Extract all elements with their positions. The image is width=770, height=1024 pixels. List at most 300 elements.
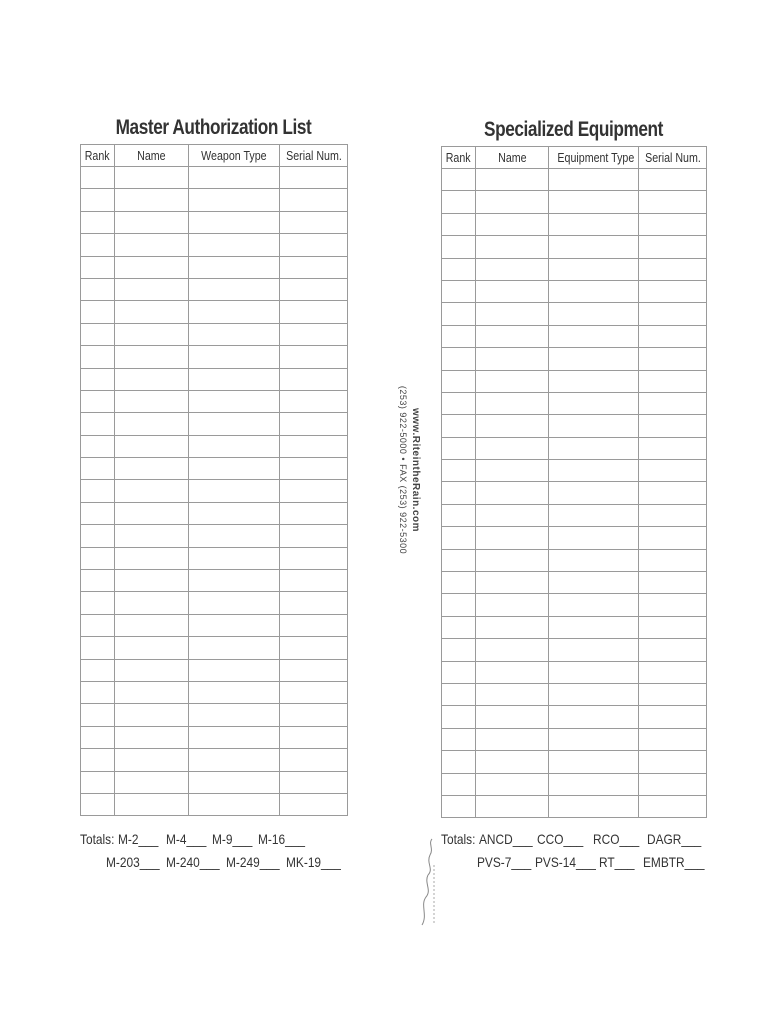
blank-entry-cell[interactable]	[476, 728, 549, 750]
blank-entry-cell[interactable]	[189, 771, 280, 793]
blank-entry-cell[interactable]	[189, 525, 280, 547]
total-rco: RCO___	[593, 831, 640, 848]
table-row	[442, 706, 707, 728]
blank-entry-cell[interactable]	[549, 661, 639, 683]
column-header-weapon-type: Weapon Type	[189, 145, 280, 167]
blank-entry-cell[interactable]	[280, 413, 348, 435]
blank-entry-cell[interactable]	[115, 749, 189, 771]
blank-entry-cell[interactable]	[476, 706, 549, 728]
blank-entry-cell[interactable]	[81, 189, 115, 211]
blank-entry-cell[interactable]	[442, 594, 476, 616]
blank-entry-cell[interactable]	[442, 728, 476, 750]
blank-entry-cell[interactable]	[115, 458, 189, 480]
blank-entry-cell[interactable]	[549, 392, 639, 414]
blank-entry-cell[interactable]	[81, 278, 115, 300]
blank-entry-cell[interactable]	[476, 437, 549, 459]
blank-entry-cell[interactable]	[639, 639, 707, 661]
blank-entry-cell[interactable]	[639, 169, 707, 191]
blank-entry-cell[interactable]	[549, 348, 639, 370]
blank-entry-cell[interactable]	[476, 661, 549, 683]
blank-entry-cell[interactable]	[81, 323, 115, 345]
table-row	[81, 771, 348, 793]
blank-entry-cell[interactable]	[280, 570, 348, 592]
blank-entry-cell[interactable]	[280, 704, 348, 726]
blank-entry-cell[interactable]	[280, 435, 348, 457]
blank-entry-cell[interactable]	[81, 637, 115, 659]
blank-entry-cell[interactable]	[81, 749, 115, 771]
table-row	[81, 547, 348, 569]
blank-entry-cell[interactable]	[189, 256, 280, 278]
blank-entry-cell[interactable]	[280, 525, 348, 547]
blank-entry-cell[interactable]	[189, 211, 280, 233]
blank-entry-cell[interactable]	[81, 458, 115, 480]
blank-entry-cell[interactable]	[280, 346, 348, 368]
table-row	[81, 525, 348, 547]
table-row	[81, 301, 348, 323]
total-m4: M-4___	[166, 831, 207, 848]
table-row	[81, 167, 348, 189]
blank-entry-cell[interactable]	[476, 594, 549, 616]
blank-entry-cell[interactable]	[442, 751, 476, 773]
master-authorization-panel	[80, 112, 347, 874]
blank-entry-cell[interactable]	[476, 415, 549, 437]
blank-entry-cell[interactable]	[115, 256, 189, 278]
blank-entry-cell[interactable]	[115, 726, 189, 748]
blank-entry-cell[interactable]	[189, 167, 280, 189]
blank-entry-cell[interactable]	[442, 169, 476, 191]
blank-entry-cell[interactable]	[476, 683, 549, 705]
blank-entry-cell[interactable]	[442, 236, 476, 258]
table-row	[442, 213, 707, 235]
blank-entry-cell[interactable]	[549, 706, 639, 728]
table-row	[442, 482, 707, 504]
blank-entry-cell[interactable]	[476, 325, 549, 347]
blank-entry-cell[interactable]	[115, 637, 189, 659]
total-mk19: MK-19___	[286, 854, 341, 871]
blank-entry-cell[interactable]	[476, 504, 549, 526]
blank-entry-cell[interactable]	[549, 236, 639, 258]
blank-entry-cell[interactable]	[81, 547, 115, 569]
blank-entry-cell[interactable]	[81, 211, 115, 233]
blank-entry-cell[interactable]	[280, 592, 348, 614]
blank-entry-cell[interactable]	[189, 726, 280, 748]
blank-entry-cell[interactable]	[639, 325, 707, 347]
blank-entry-cell[interactable]	[280, 211, 348, 233]
table-row	[442, 773, 707, 795]
table-row	[442, 751, 707, 773]
blank-entry-cell[interactable]	[476, 460, 549, 482]
total-embtr: EMBTR___	[643, 854, 705, 871]
blank-entry-cell[interactable]	[476, 572, 549, 594]
table-row	[442, 549, 707, 571]
table-row	[442, 639, 707, 661]
blank-entry-cell[interactable]	[115, 413, 189, 435]
blank-entry-cell[interactable]	[549, 460, 639, 482]
master-authorization-table	[80, 144, 348, 816]
column-header-serial-num: Serial Num.	[639, 147, 707, 169]
blank-entry-cell[interactable]	[115, 771, 189, 793]
blank-entry-cell[interactable]	[280, 749, 348, 771]
blank-entry-cell[interactable]	[81, 659, 115, 681]
blank-entry-cell[interactable]	[442, 303, 476, 325]
blank-entry-cell[interactable]	[442, 460, 476, 482]
blank-entry-cell[interactable]	[81, 167, 115, 189]
blank-entry-cell[interactable]	[476, 213, 549, 235]
blank-entry-cell[interactable]	[639, 504, 707, 526]
blank-entry-cell[interactable]	[549, 728, 639, 750]
blank-entry-cell[interactable]	[280, 637, 348, 659]
blank-entry-cell[interactable]	[280, 234, 348, 256]
blank-entry-cell[interactable]	[81, 502, 115, 524]
blank-entry-cell[interactable]	[115, 614, 189, 636]
blank-entry-cell[interactable]	[476, 773, 549, 795]
blank-entry-cell[interactable]	[115, 234, 189, 256]
blank-entry-cell[interactable]	[81, 480, 115, 502]
column-header-name: Name	[115, 145, 189, 167]
blank-entry-cell[interactable]	[81, 435, 115, 457]
blank-entry-cell[interactable]	[115, 390, 189, 412]
blank-entry-cell[interactable]	[189, 413, 280, 435]
equipment-totals-line-2	[441, 851, 706, 874]
blank-entry-cell[interactable]	[81, 704, 115, 726]
blank-entry-cell[interactable]	[442, 258, 476, 280]
table-row	[442, 169, 707, 191]
totals-label: Totals:	[80, 831, 115, 848]
blank-entry-cell[interactable]	[549, 751, 639, 773]
blank-entry-cell[interactable]	[442, 639, 476, 661]
blank-entry-cell[interactable]	[189, 278, 280, 300]
blank-entry-cell[interactable]	[81, 614, 115, 636]
equipment-totals	[441, 828, 706, 874]
table-row	[81, 570, 348, 592]
blank-entry-cell[interactable]	[639, 706, 707, 728]
blank-entry-cell[interactable]	[549, 280, 639, 302]
table-row	[442, 728, 707, 750]
blank-entry-cell[interactable]	[189, 570, 280, 592]
blank-entry-cell[interactable]	[81, 413, 115, 435]
table-row	[81, 413, 348, 435]
blank-entry-cell[interactable]	[549, 683, 639, 705]
blank-entry-cell[interactable]	[549, 482, 639, 504]
blank-entry-cell[interactable]	[115, 592, 189, 614]
blank-entry-cell[interactable]	[549, 415, 639, 437]
blank-entry-cell[interactable]	[639, 572, 707, 594]
blank-entry-cell[interactable]	[280, 659, 348, 681]
blank-entry-cell[interactable]	[476, 191, 549, 213]
blank-entry-cell[interactable]	[639, 236, 707, 258]
blank-entry-cell[interactable]	[280, 167, 348, 189]
blank-entry-cell[interactable]	[549, 572, 639, 594]
blank-entry-cell[interactable]	[476, 303, 549, 325]
blank-entry-cell[interactable]	[280, 390, 348, 412]
blank-entry-cell[interactable]	[115, 368, 189, 390]
blank-entry-cell[interactable]	[549, 527, 639, 549]
blank-entry-cell[interactable]	[442, 370, 476, 392]
table-row	[81, 346, 348, 368]
blank-entry-cell[interactable]	[280, 771, 348, 793]
blank-entry-cell[interactable]	[639, 751, 707, 773]
blank-entry-cell[interactable]	[476, 795, 549, 817]
blank-entry-cell[interactable]	[115, 793, 189, 815]
blank-entry-cell[interactable]	[81, 681, 115, 703]
blank-entry-cell[interactable]	[476, 169, 549, 191]
blank-entry-cell[interactable]	[549, 549, 639, 571]
blank-entry-cell[interactable]	[639, 303, 707, 325]
table-row	[81, 323, 348, 345]
blank-entry-cell[interactable]	[476, 392, 549, 414]
blank-entry-cell[interactable]	[476, 549, 549, 571]
table-header-row	[81, 145, 348, 167]
blank-entry-cell[interactable]	[442, 213, 476, 235]
blank-entry-cell[interactable]	[115, 480, 189, 502]
table-row	[81, 480, 348, 502]
blank-entry-cell[interactable]	[115, 346, 189, 368]
blank-entry-cell[interactable]	[476, 751, 549, 773]
blank-entry-cell[interactable]	[639, 437, 707, 459]
blank-entry-cell[interactable]	[280, 458, 348, 480]
blank-entry-cell[interactable]	[81, 771, 115, 793]
blank-entry-cell[interactable]	[476, 348, 549, 370]
blank-entry-cell[interactable]	[639, 191, 707, 213]
blank-entry-cell[interactable]	[115, 167, 189, 189]
total-dagr: DAGR___	[647, 831, 702, 848]
blank-entry-cell[interactable]	[549, 594, 639, 616]
blank-entry-cell[interactable]	[639, 415, 707, 437]
blank-entry-cell[interactable]	[115, 570, 189, 592]
rite-in-the-rain-logo-icon	[414, 835, 444, 930]
table-row	[81, 614, 348, 636]
blank-entry-cell[interactable]	[639, 348, 707, 370]
blank-entry-cell[interactable]	[549, 169, 639, 191]
blank-entry-cell[interactable]	[442, 549, 476, 571]
blank-entry-cell[interactable]	[639, 280, 707, 302]
blank-entry-cell[interactable]	[280, 368, 348, 390]
blank-entry-cell[interactable]	[81, 390, 115, 412]
blank-entry-cell[interactable]	[189, 681, 280, 703]
blank-entry-cell[interactable]	[639, 370, 707, 392]
blank-entry-cell[interactable]	[280, 278, 348, 300]
blank-entry-cell[interactable]	[639, 773, 707, 795]
blank-entry-cell[interactable]	[442, 348, 476, 370]
blank-entry-cell[interactable]	[442, 773, 476, 795]
blank-entry-cell[interactable]	[81, 301, 115, 323]
blank-entry-cell[interactable]	[639, 616, 707, 638]
blank-entry-cell[interactable]	[189, 502, 280, 524]
blank-entry-cell[interactable]	[476, 616, 549, 638]
totals-label: Totals:	[441, 831, 476, 848]
blank-entry-cell[interactable]	[639, 683, 707, 705]
blank-entry-cell[interactable]	[549, 258, 639, 280]
table-row	[442, 280, 707, 302]
blank-entry-cell[interactable]	[189, 346, 280, 368]
blank-entry-cell[interactable]	[639, 392, 707, 414]
blank-entry-cell[interactable]	[189, 480, 280, 502]
blank-entry-cell[interactable]	[639, 527, 707, 549]
blank-entry-cell[interactable]	[280, 301, 348, 323]
blank-entry-cell[interactable]	[442, 572, 476, 594]
blank-entry-cell[interactable]	[476, 527, 549, 549]
specialized-equipment-title: Specialized Equipment	[484, 118, 663, 141]
table-row	[442, 527, 707, 549]
blank-entry-cell[interactable]	[189, 368, 280, 390]
blank-entry-cell[interactable]	[189, 592, 280, 614]
blank-entry-cell[interactable]	[115, 502, 189, 524]
table-row	[81, 592, 348, 614]
blank-entry-cell[interactable]	[442, 482, 476, 504]
blank-entry-cell[interactable]	[81, 368, 115, 390]
blank-entry-cell[interactable]	[189, 614, 280, 636]
column-header-name: Name	[476, 147, 549, 169]
blank-entry-cell[interactable]	[189, 390, 280, 412]
blank-entry-cell[interactable]	[81, 570, 115, 592]
blank-entry-cell[interactable]	[115, 189, 189, 211]
blank-entry-cell[interactable]	[280, 189, 348, 211]
table-row	[81, 681, 348, 703]
blank-entry-cell[interactable]	[639, 594, 707, 616]
blank-entry-cell[interactable]	[189, 323, 280, 345]
blank-entry-cell[interactable]	[115, 323, 189, 345]
blank-entry-cell[interactable]	[189, 301, 280, 323]
blank-entry-cell[interactable]	[476, 280, 549, 302]
blank-entry-cell[interactable]	[189, 704, 280, 726]
blank-entry-cell[interactable]	[81, 793, 115, 815]
blank-entry-cell[interactable]	[549, 191, 639, 213]
blank-entry-cell[interactable]	[442, 661, 476, 683]
blank-entry-cell[interactable]	[442, 795, 476, 817]
table-row	[81, 368, 348, 390]
blank-entry-cell[interactable]	[115, 211, 189, 233]
blank-entry-cell[interactable]	[549, 795, 639, 817]
weapon-totals-line-2	[80, 851, 347, 874]
blank-entry-cell[interactable]	[115, 681, 189, 703]
table-row	[81, 211, 348, 233]
blank-entry-cell[interactable]	[189, 547, 280, 569]
blank-entry-cell[interactable]	[115, 704, 189, 726]
blank-entry-cell[interactable]	[115, 278, 189, 300]
blank-entry-cell[interactable]	[280, 614, 348, 636]
blank-entry-cell[interactable]	[442, 392, 476, 414]
total-ancd: ANCD___	[479, 831, 533, 848]
table-row	[442, 236, 707, 258]
table-row	[442, 191, 707, 213]
blank-entry-cell[interactable]	[189, 435, 280, 457]
blank-entry-cell[interactable]	[115, 525, 189, 547]
blank-entry-cell[interactable]	[189, 234, 280, 256]
total-m240: M-240___	[166, 854, 220, 871]
blank-entry-cell[interactable]	[189, 659, 280, 681]
column-header-rank: Rank	[81, 145, 115, 167]
blank-entry-cell[interactable]	[189, 749, 280, 771]
blank-entry-cell[interactable]	[549, 303, 639, 325]
blank-entry-cell[interactable]	[280, 502, 348, 524]
publisher-phone: (253) 922-5000 • FAX (253) 922-5300	[398, 385, 408, 555]
blank-entry-cell[interactable]	[476, 236, 549, 258]
blank-entry-cell[interactable]	[549, 504, 639, 526]
table-row	[442, 415, 707, 437]
blank-entry-cell[interactable]	[549, 616, 639, 638]
blank-entry-cell[interactable]	[639, 549, 707, 571]
blank-entry-cell[interactable]	[81, 346, 115, 368]
blank-entry-cell[interactable]	[442, 325, 476, 347]
blank-entry-cell[interactable]	[442, 527, 476, 549]
blank-entry-cell[interactable]	[189, 189, 280, 211]
blank-entry-cell[interactable]	[476, 482, 549, 504]
table-row	[81, 659, 348, 681]
blank-entry-cell[interactable]	[639, 661, 707, 683]
blank-entry-cell[interactable]	[280, 323, 348, 345]
blank-entry-cell[interactable]	[280, 480, 348, 502]
blank-entry-cell[interactable]	[81, 592, 115, 614]
total-m9: M-9___	[212, 831, 253, 848]
blank-entry-cell[interactable]	[81, 256, 115, 278]
blank-entry-cell[interactable]	[280, 793, 348, 815]
blank-entry-cell[interactable]	[639, 795, 707, 817]
blank-entry-cell[interactable]	[442, 683, 476, 705]
table-row	[442, 437, 707, 459]
blank-entry-cell[interactable]	[280, 256, 348, 278]
table-row	[81, 256, 348, 278]
blank-entry-cell[interactable]	[115, 435, 189, 457]
blank-entry-cell[interactable]	[549, 437, 639, 459]
blank-entry-cell[interactable]	[442, 504, 476, 526]
column-header-serial-num: Serial Num.	[280, 145, 348, 167]
blank-entry-cell[interactable]	[280, 726, 348, 748]
blank-entry-cell[interactable]	[115, 659, 189, 681]
blank-entry-cell[interactable]	[280, 547, 348, 569]
total-pvs7: PVS-7___	[477, 854, 532, 871]
blank-entry-cell[interactable]	[442, 280, 476, 302]
weapon-totals	[80, 828, 347, 874]
blank-entry-cell[interactable]	[442, 437, 476, 459]
total-m203: M-203___	[106, 854, 160, 871]
blank-entry-cell[interactable]	[639, 213, 707, 235]
blank-entry-cell[interactable]	[81, 525, 115, 547]
blank-entry-cell[interactable]	[115, 547, 189, 569]
table-row	[81, 234, 348, 256]
blank-entry-cell[interactable]	[476, 370, 549, 392]
blank-entry-cell[interactable]	[280, 681, 348, 703]
blank-entry-cell[interactable]	[549, 213, 639, 235]
column-header-equipment-type: Equipment Type	[549, 147, 639, 169]
blank-entry-cell[interactable]	[476, 258, 549, 280]
blank-entry-cell[interactable]	[639, 258, 707, 280]
blank-entry-cell[interactable]	[189, 458, 280, 480]
blank-entry-cell[interactable]	[549, 773, 639, 795]
blank-entry-cell[interactable]	[81, 726, 115, 748]
blank-entry-cell[interactable]	[442, 616, 476, 638]
blank-entry-cell[interactable]	[442, 191, 476, 213]
blank-entry-cell[interactable]	[81, 234, 115, 256]
weapon-totals-line-1	[80, 828, 347, 851]
publisher-website: www.RiteintheRain.com	[410, 407, 421, 533]
blank-entry-cell[interactable]	[549, 325, 639, 347]
blank-entry-cell[interactable]	[442, 415, 476, 437]
blank-entry-cell[interactable]	[639, 728, 707, 750]
blank-entry-cell[interactable]	[476, 639, 549, 661]
blank-entry-cell[interactable]	[549, 639, 639, 661]
table-row	[81, 189, 348, 211]
blank-entry-cell[interactable]	[639, 482, 707, 504]
blank-entry-cell[interactable]	[442, 706, 476, 728]
blank-entry-cell[interactable]	[189, 637, 280, 659]
table-row	[81, 278, 348, 300]
table-row	[81, 704, 348, 726]
blank-entry-cell[interactable]	[639, 460, 707, 482]
blank-entry-cell[interactable]	[549, 370, 639, 392]
blank-entry-cell[interactable]	[115, 301, 189, 323]
table-row	[442, 460, 707, 482]
blank-entry-cell[interactable]	[189, 793, 280, 815]
